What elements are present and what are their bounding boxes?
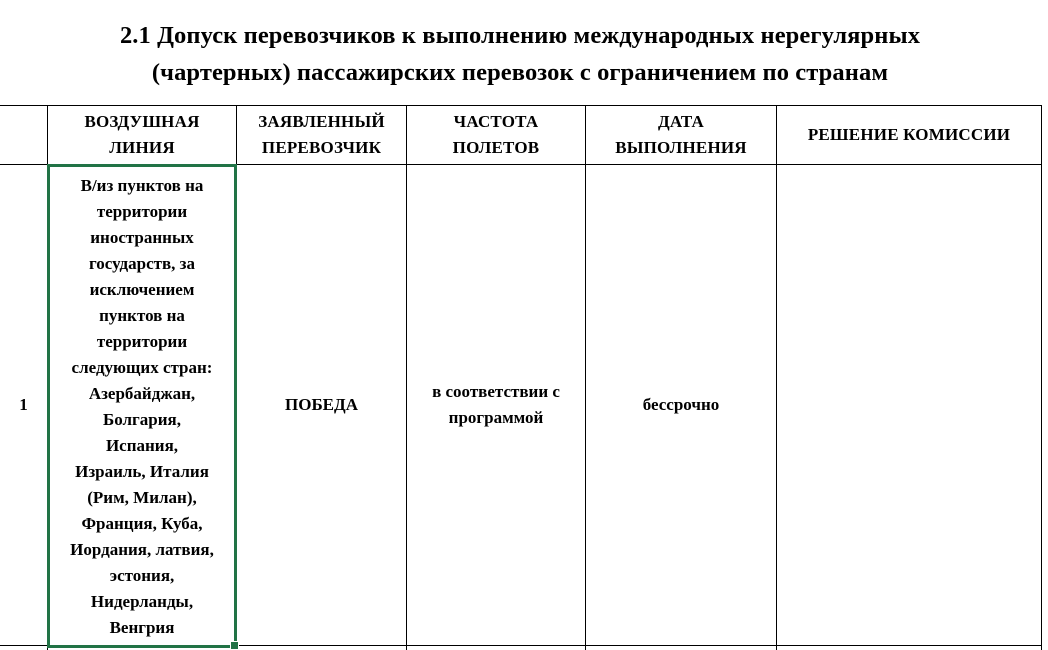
grid-line-col-6 [1041, 105, 1042, 650]
header-cell-carrier[interactable] [237, 106, 406, 164]
route-line: Франция, Куба, [81, 514, 203, 533]
route-line: государств, за [88, 254, 195, 273]
page-title [0, 17, 1040, 91]
header-date-line-2: ВЫПОЛНЕНИЯ [615, 138, 747, 157]
route-line: исключением [89, 280, 195, 299]
route-line: Нидерланды, [90, 592, 194, 611]
page-title-line-2: (чартерных) пассажирских перевозок с ограничением по странам [151, 59, 889, 86]
header-route-line-1: ВОЗДУШНАЯ [84, 112, 200, 131]
header-carrier-line-1: ЗАЯВЛЕННЫЙ [258, 112, 385, 131]
header-cell-frequency[interactable] [407, 106, 585, 164]
route-line: территории [96, 332, 188, 351]
row-1-decision-cell[interactable] [777, 165, 1041, 645]
row-1-carrier-cell[interactable] [237, 165, 406, 645]
row-1-number-cell[interactable] [0, 165, 47, 645]
route-line: Азербайджан, [88, 384, 196, 403]
route-line: Испания, [105, 436, 179, 455]
row-1-date-cell[interactable] [586, 165, 776, 645]
header-cell-route[interactable] [48, 106, 236, 164]
route-line: эстония, [109, 566, 175, 585]
route-line: Болгария, [103, 410, 181, 429]
route-line: пунктов на [99, 306, 185, 325]
route-line: иностранных [90, 228, 194, 247]
route-line: Израиль, Италия [75, 462, 209, 481]
row-1-date: бессрочно [642, 395, 720, 414]
cell-selection-border [47, 164, 237, 648]
header-cell-decision[interactable] [777, 106, 1041, 164]
header-carrier-line-2: ПЕРЕВОЗЧИК [261, 138, 382, 157]
row-1-frequency-line-2: программой [448, 408, 544, 427]
fill-handle[interactable] [230, 641, 239, 650]
route-line: Венгрия [109, 618, 175, 637]
row-1-carrier: ПОБЕДА [285, 395, 358, 414]
row-1-frequency-line-1: в соответствии с [432, 382, 560, 401]
route-line: (Рим, Милан), [87, 488, 197, 507]
row-1-number: 1 [19, 395, 28, 414]
header-frequency-line-2: ПОЛЕТОВ [452, 138, 540, 157]
header-route-line-2: ЛИНИЯ [109, 138, 175, 157]
route-line: В/из пунктов на [80, 176, 204, 195]
route-line: территории [96, 202, 188, 221]
page-title-line-1: 2.1 Допуск перевозчиков к выполнению международных нерегулярных [119, 22, 921, 49]
row-1-frequency-cell[interactable] [407, 165, 585, 645]
header-date-line-1: ДАТА [657, 112, 705, 131]
header-cell-number[interactable] [0, 106, 47, 164]
header-cell-date[interactable] [586, 106, 776, 164]
header-decision-label: РЕШЕНИЕ КОМИССИИ [807, 125, 1011, 144]
route-line: следующих стран: [71, 358, 213, 377]
route-line: Иордания, латвия, [70, 540, 214, 559]
header-frequency-line-1: ЧАСТОТА [453, 112, 539, 131]
